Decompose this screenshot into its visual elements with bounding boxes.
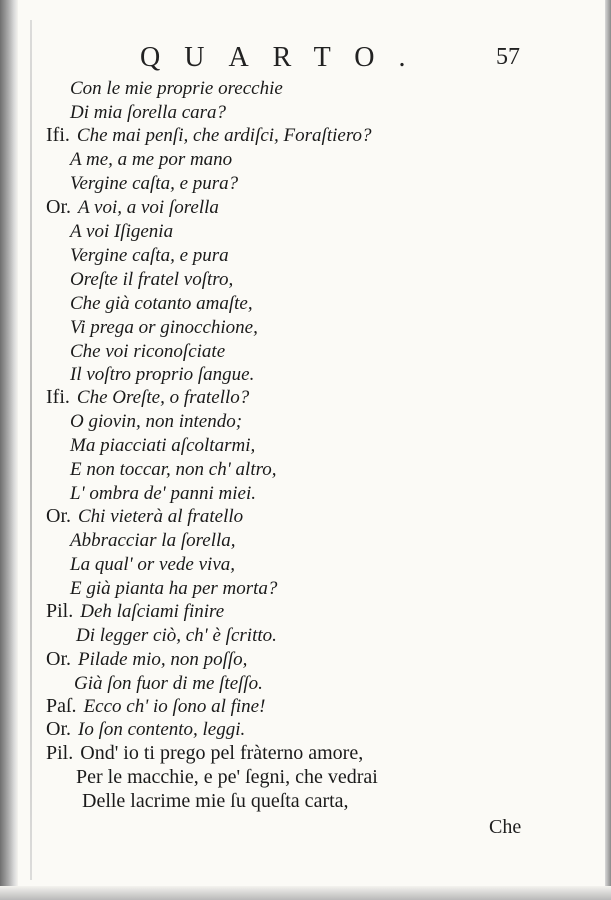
- verse-line-text: A voi, a voi ſorella: [78, 197, 219, 218]
- speaker-label: Or.: [46, 648, 71, 670]
- page-edge-bottom: [0, 886, 611, 900]
- speaker-label: Pil.: [46, 600, 74, 622]
- verse-line-text: A me, a me por mano: [70, 149, 233, 170]
- verse-line: [70, 482, 256, 505]
- verse-line: [46, 695, 265, 718]
- verse-line-text: L' ombra de' panni miei.: [70, 483, 256, 504]
- verse-line: [70, 340, 225, 363]
- verse-line-text: Di mia ſorella cara?: [70, 102, 227, 123]
- verse-line-text: E già pianta ha per morta?: [70, 578, 278, 599]
- speaker-label: Paſ.: [46, 695, 77, 717]
- verse-line-text: Il voſtro proprio ſangue.: [70, 364, 255, 385]
- verse-line-text: Deh laſciami finire: [80, 601, 225, 622]
- verse-line-text: O giovin, non intendo;: [70, 411, 243, 432]
- verse-line-text: Ma piacciati aſcoltarmi,: [70, 435, 256, 456]
- page-number: 57: [496, 44, 520, 70]
- verse-line-text: Che voi riconoſciate: [70, 341, 226, 362]
- verse-line: [70, 458, 277, 481]
- verse-line: [70, 577, 277, 600]
- speaker-label: Ifi.: [46, 386, 70, 408]
- verse-line-text: Vergine caſta, e pura?: [70, 173, 239, 194]
- verse-line: [46, 648, 247, 671]
- verse-line: [46, 124, 372, 147]
- verse-line: [70, 434, 255, 457]
- verse-line: [46, 742, 363, 764]
- verse-line: [70, 77, 283, 100]
- verse-line: [70, 172, 238, 195]
- verse-line-text: Pilade mio, non poſſo,: [78, 649, 248, 670]
- verse-line-text: Ecco ch' io ſono al fine!: [83, 696, 266, 717]
- running-title: QUARTO.: [140, 42, 430, 73]
- verse-line-text: Che già cotanto amaſte,: [70, 293, 253, 314]
- verse-line: [76, 624, 277, 647]
- verse-line-text: Vi prega or ginocchione,: [70, 317, 258, 338]
- verse-line-text: Con le mie proprie orecchie: [70, 78, 283, 99]
- page-edge-right: [605, 0, 611, 900]
- verse-line-text: Delle lacrime mie ſu queſta carta,: [82, 790, 349, 812]
- verse-line: [46, 600, 224, 623]
- verse-line-text: La qual' or vede viva,: [70, 554, 235, 575]
- catchword: Che: [489, 816, 522, 838]
- verse-line-text: Vergine caſta, e pura: [70, 245, 229, 266]
- verse-line: [74, 672, 263, 695]
- verse-line: [70, 268, 233, 291]
- verse-line: [70, 529, 236, 552]
- speaker-label: Or.: [46, 196, 71, 218]
- speaker-label: Or.: [46, 505, 71, 527]
- verse-line: [70, 292, 253, 315]
- verse-line: [70, 316, 258, 339]
- verse-line: [46, 386, 249, 409]
- book-spine-shadow: [0, 0, 18, 900]
- verse-line-text: Già ſon fuor di me ſteſſo.: [74, 673, 263, 694]
- verse-line-text: Che Oreſte, o fratello?: [76, 387, 250, 408]
- verse-line: [70, 101, 226, 124]
- speaker-label: Ifi.: [46, 124, 70, 146]
- page-header: [0, 42, 611, 76]
- verse-line: [70, 148, 232, 171]
- verse-line: [46, 196, 219, 219]
- verse-line: [82, 790, 349, 812]
- verse-line-text: E non toccar, non ch' altro,: [70, 459, 277, 480]
- verse-line-text: Per le macchie, e pe' ſegni, che vedrai: [76, 766, 378, 788]
- verse-line: [70, 363, 254, 386]
- verse-line-text: Oreſte il fratel voſtro,: [70, 269, 234, 290]
- verse-line: [70, 410, 242, 433]
- verse-line-text: Ond' io ti prego pel fràterno amore,: [80, 742, 364, 764]
- verse-line: [46, 718, 245, 741]
- verse-line: [76, 766, 378, 788]
- speaker-label: Or.: [46, 718, 71, 740]
- verse-line: [70, 220, 173, 243]
- verse-line: [70, 553, 235, 576]
- verse-line: [70, 244, 229, 267]
- verse-line-text: Di legger ciò, ch' è ſcritto.: [76, 625, 277, 646]
- gutter-line: [30, 20, 32, 880]
- verse-line: [46, 505, 243, 528]
- speaker-label: Pil.: [46, 742, 74, 764]
- verse-line-text: Abbracciar la ſorella,: [70, 530, 236, 551]
- verse-line-text: Io ſon contento, leggi.: [78, 719, 246, 740]
- verse-line-text: Chi vieterà al fratello: [78, 506, 244, 527]
- verse-line-text: A voi Iſigenia: [70, 221, 174, 242]
- verse-line-text: Che mai penſi, che ardiſci, Foraſtiero?: [76, 125, 372, 146]
